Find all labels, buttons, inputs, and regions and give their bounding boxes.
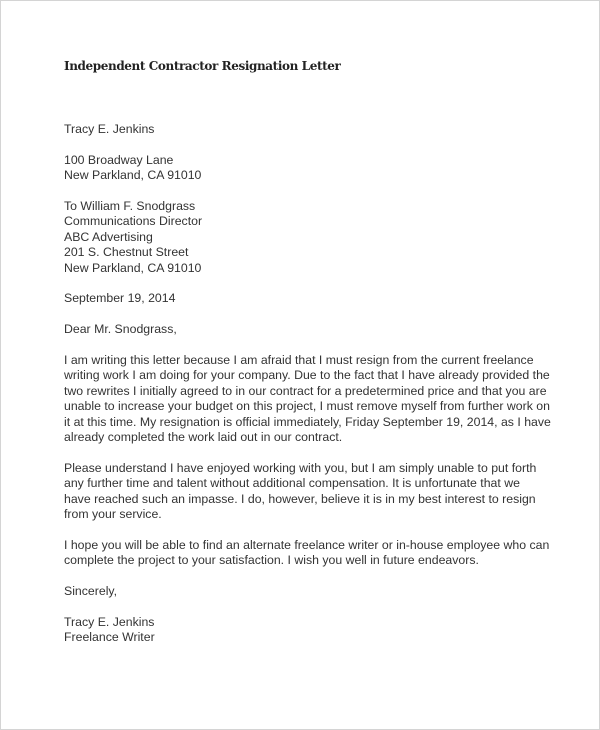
letter-title: Independent Contractor Resignation Letter xyxy=(64,59,341,73)
salutation xyxy=(64,322,177,337)
paragraph-line: any further time and talent without additional compensation. It is unfortunate that we xyxy=(64,476,520,491)
date-line: September 19, 2014 xyxy=(64,291,176,305)
paragraph-line: it at this time. My resignation is official immediately, Friday September 19, 2014, as I have xyxy=(64,414,551,429)
paragraph-line: Please understand I have enjoyed working with you, but I am simply unable to put forth xyxy=(64,461,537,475)
salutation-line: Dear Mr. Snodgrass, xyxy=(64,322,177,336)
recipient-line: 201 S. Chestnut Street xyxy=(64,245,189,260)
letter-date xyxy=(64,291,175,306)
signature-name: Tracy E. Jenkins xyxy=(64,615,155,629)
signature-role: Freelance Writer xyxy=(64,630,155,645)
paragraph-line: have reached such an impasse. I do, however, believe it is in my best interest to resign xyxy=(64,491,536,506)
recipient-line: To William F. Snodgrass xyxy=(64,199,196,213)
paragraph-line: unable to increase your budget on this project, I must remove myself from further work on xyxy=(64,399,550,414)
recipient-line: ABC Advertising xyxy=(64,229,153,244)
paragraph-2 xyxy=(64,461,536,523)
sender-name-line: Tracy E. Jenkins xyxy=(64,122,155,136)
paragraph-line: already completed the work laid out in our contract. xyxy=(64,430,343,445)
address-line: 100 Broadway Lane xyxy=(64,153,174,167)
paragraph-3 xyxy=(64,538,549,569)
recipient-line: New Parkland, CA 91010 xyxy=(64,260,202,275)
signature-block xyxy=(64,615,155,646)
paragraph-line: complete the project to your satisfaction. I wish you well in future endeavors. xyxy=(64,553,479,568)
paragraph-line: I hope you will be able to find an alternate freelance writer or in-house employee who can xyxy=(64,538,550,552)
closing-line: Sincerely, xyxy=(64,584,118,598)
paragraph-line: writing work I am doing for your company. Due to the fact that I have already provided the xyxy=(64,368,550,383)
sender-name xyxy=(64,122,154,137)
paragraph-line: two rewrites I initially agreed to in our contract for a predetermined price and that you are xyxy=(64,383,547,398)
recipient-block xyxy=(64,199,202,276)
closing xyxy=(64,584,117,599)
paragraph-line: I am writing this letter because I am afraid that I must resign from the current freelance xyxy=(64,353,534,367)
address-line: New Parkland, CA 91010 xyxy=(64,168,202,183)
paragraph-line: from your service. xyxy=(64,507,162,522)
recipient-line: Communications Director xyxy=(64,214,203,229)
sender-address xyxy=(64,153,201,184)
paragraph-1 xyxy=(64,353,551,446)
